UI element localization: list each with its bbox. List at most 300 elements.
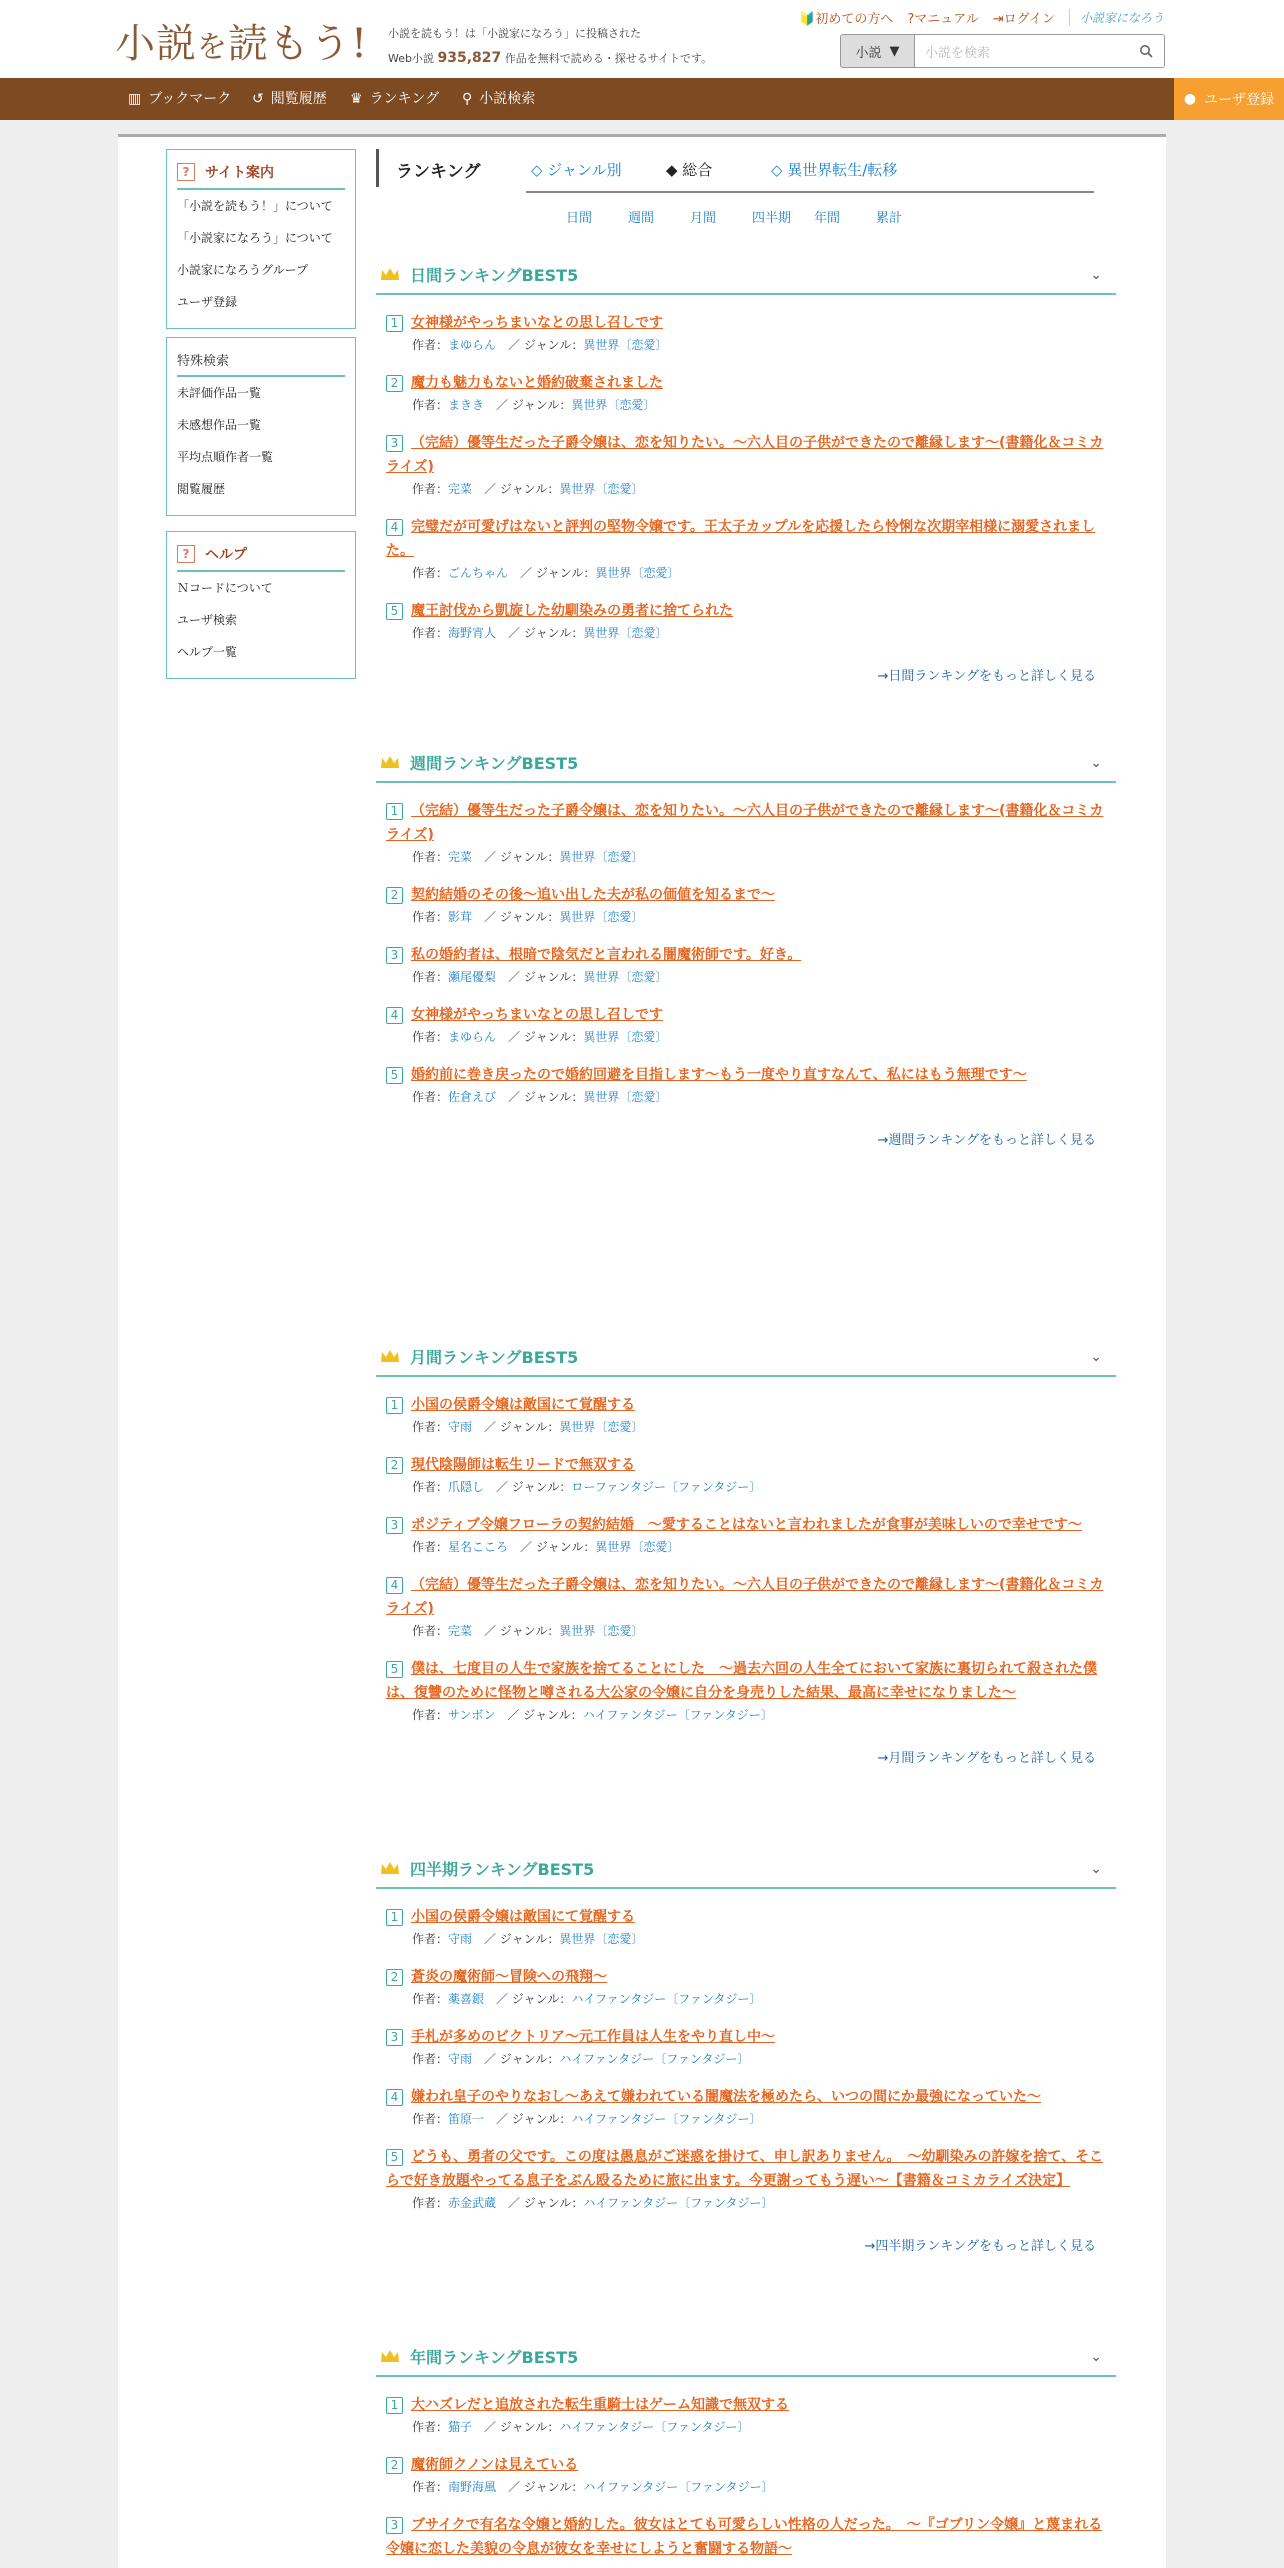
novel-title-link[interactable] [386, 2393, 1104, 2417]
period-weekly[interactable]: 週間 [628, 211, 655, 226]
novel-meta [412, 1027, 1116, 1047]
sidebar-site-guide-title [177, 156, 345, 190]
nav-history-label: 閲覧履歴 [270, 91, 327, 107]
novel-title-link[interactable] [386, 431, 1104, 479]
site-guide-title-text: サイト案内 [205, 165, 275, 181]
rank-badge: 4 [386, 1577, 403, 1594]
ranking-entry [386, 515, 1116, 583]
sidebar-item-ncode[interactable]: Ｎコードについて [177, 581, 273, 595]
ranking-section-header[interactable] [376, 1337, 1116, 1377]
ranking-entry [386, 2513, 1116, 2561]
novel-title-link[interactable] [386, 1063, 1104, 1087]
logo-text-main: 小説 [115, 21, 197, 67]
author-label: 作者： [412, 1540, 449, 1554]
rank-badge: 2 [386, 1969, 403, 1986]
rank-badge: 1 [386, 315, 403, 332]
novel-title-link[interactable] [386, 311, 1104, 335]
genre-label: ／ ジャンル： [496, 1992, 572, 2006]
sidebar-special-search-title: 特殊検索 [177, 344, 345, 377]
author-link[interactable]: 猫子 [448, 2420, 473, 2434]
ranking-heading: ランキング [396, 162, 481, 182]
author-link[interactable]: 星名こころ [448, 1540, 509, 1554]
period-yearly[interactable]: 年間 [814, 211, 841, 226]
sidebar-item-user-search[interactable]: ユーザ検索 [177, 613, 238, 627]
user-register-label: ユーザ登録 [1204, 92, 1275, 108]
genre-label: ／ ジャンル： [496, 1480, 572, 1494]
ranking-entry [386, 1657, 1116, 1725]
rank-badge: 2 [386, 375, 403, 392]
genre-link[interactable]: ハイファンタジー〔ファンタジー〕 [571, 2112, 762, 2126]
author-label: 作者： [412, 398, 449, 412]
help-circle-icon: ? [907, 12, 915, 27]
crown-icon: ♛ [350, 91, 363, 107]
novel-title-link[interactable] [386, 1573, 1104, 1621]
author-link[interactable]: まゆらん [448, 1030, 497, 1044]
author-label: 作者： [412, 1090, 449, 1104]
novel-meta [412, 2477, 1116, 2497]
ranking-section [376, 2337, 1116, 2561]
novel-title-text: 婚約前に巻き戻ったので婚約回避を目指します～もう一度やり直すなんて、私にはもう無理です～ [411, 1067, 1027, 1083]
author-link[interactable]: 完菜 [448, 1624, 473, 1638]
author-link[interactable]: 完菜 [448, 482, 473, 496]
genre-link[interactable]: 異世界〔恋愛〕 [571, 398, 656, 412]
ranking-entry [386, 1063, 1116, 1107]
ranking-section-header[interactable] [376, 2337, 1116, 2377]
ranking-entry [386, 371, 1116, 415]
author-link[interactable]: 守雨 [448, 1932, 473, 1946]
tab-accent-bar [376, 149, 379, 187]
ranking-entry [386, 1905, 1116, 1949]
author-label: 作者： [412, 1708, 449, 1722]
novel-meta [412, 2193, 1116, 2213]
site-logo[interactable] [115, 12, 368, 69]
tab-genre[interactable]: ◇ ジャンル別 [531, 161, 622, 179]
novel-title-link[interactable] [386, 1905, 1104, 1929]
sidebar-site-guide [166, 149, 356, 329]
ranking-section-header[interactable] [376, 743, 1116, 783]
novel-meta [412, 1477, 1116, 1497]
ranking-entry [386, 311, 1116, 355]
question-icon: ? [177, 163, 195, 181]
genre-label: ／ ジャンル： [508, 1090, 584, 1104]
ranking-entry [386, 599, 1116, 643]
novel-title-text: 魔王討伐から凱旋した幼馴染みの勇者に捨てられた [411, 603, 733, 619]
rank-badge: 3 [386, 1517, 403, 1534]
ranking-section [376, 255, 1116, 684]
novel-title-link[interactable] [386, 1453, 1104, 1477]
ranking-section-title: 四半期ランキングBEST5 [410, 1859, 595, 1879]
genre-label: ／ ジャンル： [508, 970, 584, 984]
genre-link[interactable]: 異世界〔恋愛〕 [559, 850, 644, 864]
rank-badge: 1 [386, 803, 403, 820]
rank-badge: 4 [386, 519, 403, 536]
genre-link[interactable]: 異世界〔恋愛〕 [583, 626, 668, 640]
rank-badge: 4 [386, 1007, 403, 1024]
author-label: 作者： [412, 910, 449, 924]
period-quarterly[interactable]: 四半期 [752, 211, 792, 226]
author-label: 作者： [412, 1480, 449, 1494]
more-ranking-link[interactable]: →四半期ランキングをもっと詳しく見る [864, 2239, 1096, 2254]
novel-title-text: 私の婚約者は、根暗で陰気だと言われる闇魔術師です。好き。 [411, 947, 802, 963]
novel-title-link[interactable] [386, 2513, 1104, 2561]
novel-title-link[interactable] [386, 2145, 1104, 2193]
novel-title-text: 小国の侯爵令嬢は敵国にて覚醒する [411, 1909, 635, 1925]
novel-title-text: 現代陰陽師は転生リードで無双する [411, 1457, 635, 1473]
genre-label: ／ ジャンル： [507, 1708, 583, 1722]
author-link[interactable]: 笛原一 [448, 2112, 485, 2126]
author-link[interactable]: 海野宵人 [448, 626, 497, 640]
chevron-down-icon[interactable]: ⌄ [1090, 267, 1102, 283]
ranking-section [376, 743, 1116, 1148]
login-link-label: ログイン [1003, 12, 1055, 27]
tagline-line-2 [388, 46, 712, 71]
sidebar-item-about-yomou[interactable]: 「小説を読もう！」について [177, 199, 333, 213]
rank-badge: 5 [386, 1067, 403, 1084]
genre-link[interactable]: ハイファンタジー〔ファンタジー〕 [559, 2420, 750, 2434]
novel-meta [412, 1537, 1116, 1557]
novel-meta [412, 1989, 1116, 2009]
novel-meta [412, 1929, 1116, 1949]
novel-meta [412, 847, 1116, 867]
novel-title-text: 魔術師クノンは見えている [411, 2457, 579, 2473]
novel-title-text: 手札が多めのビクトリア～元工作員は人生をやり直し中～ [411, 2029, 775, 2045]
tab-underline [526, 191, 1094, 193]
genre-label: ／ ジャンル： [484, 1932, 560, 1946]
rank-badge: 5 [386, 603, 403, 620]
novel-title-link[interactable] [386, 1657, 1104, 1705]
author-label: 作者： [412, 850, 449, 864]
novel-meta [412, 2109, 1116, 2129]
period-daily[interactable]: 日間 [566, 211, 593, 226]
genre-label: ／ ジャンル： [508, 1030, 584, 1044]
ranking-entry [386, 1003, 1116, 1047]
genre-link[interactable]: ハイファンタジー〔ファンタジー〕 [583, 2480, 774, 2494]
novel-title-link[interactable] [386, 1513, 1104, 1537]
novel-title-text: ブサイクで有名な令嬢と婚約した。彼女はとても可愛らしい性格の人だった。 ～『ゴブリン令嬢』と蔑まれる令嬢に恋した美貌の令息が彼女を幸せにしようと奮闘する物語～ [386, 2517, 1103, 2557]
novel-meta [412, 2417, 1116, 2437]
novel-title-text: 僕は、七度目の人生で家族を捨てることにした ～過去六回の人生全てにおいて家族に裏切られて殺された僕は、復讐のために怪物と噂される大公家の令嬢に自分を身売りした結果、最高に幸せになりました～ [386, 1661, 1097, 1701]
nav-ranking-label: ランキング [369, 91, 440, 107]
sidebar-item-history[interactable]: 閲覧履歴 [177, 482, 226, 496]
more-ranking-link[interactable]: →週間ランキングをもっと詳しく見る [877, 1133, 1096, 1148]
sidebar-help-title [177, 538, 345, 572]
novel-meta [412, 1705, 1116, 1725]
nav-history[interactable] [252, 78, 327, 120]
author-label: 作者： [412, 2420, 449, 2434]
ranking-section-title: 年間ランキングBEST5 [410, 2347, 579, 2367]
chevron-down-icon[interactable]: ⌄ [1090, 755, 1102, 771]
genre-link[interactable]: 異世界〔恋愛〕 [595, 1540, 680, 1554]
tab-isekai[interactable]: ◇ 異世界転生/転移 [771, 161, 898, 179]
nav-bookmark-label: ブックマーク [148, 91, 232, 107]
novel-title-text: （完結）優等生だった子爵令嬢は、恋を知りたい。～六人目の子供ができたので離縁します～(書籍化＆コミカライズ) [386, 803, 1104, 843]
logo-text-rest: 読もう! [228, 21, 369, 67]
sidebar-item-no-review[interactable]: 未感想作品一覧 [177, 418, 262, 432]
genre-label: ／ ジャンル： [484, 482, 560, 496]
rank-badge: 3 [386, 435, 403, 452]
novel-meta [412, 907, 1116, 927]
novel-title-link[interactable] [386, 799, 1104, 847]
sidebar-item-avg-authors[interactable]: 平均点順作者一覧 [177, 450, 274, 464]
rank-badge: 2 [386, 1457, 403, 1474]
genre-label: ／ ジャンル： [484, 910, 560, 924]
genre-link[interactable]: 異世界〔恋愛〕 [595, 566, 680, 580]
genre-label: ／ ジャンル： [484, 2420, 560, 2434]
beginner-link[interactable]: 🔰初めての方へ [799, 12, 894, 27]
tab-total[interactable]: ◆ 総合 [666, 161, 713, 179]
novel-title-link[interactable] [386, 1965, 1104, 1989]
top-links [799, 8, 1164, 27]
sidebar-item-about-narou[interactable]: 「小説家になろう」について [177, 231, 333, 245]
author-link[interactable]: 瀬尾優梨 [448, 970, 497, 984]
novel-title-link[interactable] [386, 2025, 1104, 2049]
ranking-entry [386, 2085, 1116, 2129]
author-label: 作者： [412, 1420, 449, 1434]
chevron-down-icon: ▼ [889, 43, 900, 59]
site-header [0, 0, 1284, 78]
chevron-down-icon[interactable]: ⌄ [1090, 2349, 1102, 2365]
sidebar-item-user-register[interactable]: ユーザ登録 [177, 295, 238, 309]
author-label: 作者： [412, 482, 449, 496]
tagline-suffix: 作品を無料で読める・探せるサイトです。 [504, 52, 713, 65]
genre-link[interactable]: 異世界〔恋愛〕 [583, 970, 668, 984]
crown-icon [380, 267, 400, 281]
sidebar-item-unrated[interactable]: 未評価作品一覧 [177, 386, 262, 400]
tagline-prefix: Web小説 [388, 52, 434, 65]
novel-title-text: 小国の侯爵令嬢は敵国にて覚醒する [411, 1397, 635, 1413]
author-link[interactable]: ごんちゃん [448, 566, 509, 580]
novel-meta [412, 1087, 1116, 1107]
rank-badge: 1 [386, 2397, 403, 2414]
genre-label: ／ ジャンル： [484, 1624, 560, 1638]
crown-icon [380, 1861, 400, 1875]
novel-meta [412, 1621, 1116, 1641]
login-link[interactable] [993, 8, 1055, 27]
question-icon: ? [177, 545, 195, 563]
rank-badge: 3 [386, 2029, 403, 2046]
ranking-section-header[interactable] [376, 255, 1116, 295]
genre-link[interactable]: ローファンタジー〔ファンタジー〕 [571, 1480, 762, 1494]
genre-link[interactable]: 異世界〔恋愛〕 [583, 338, 668, 352]
genre-link[interactable]: 異世界〔恋愛〕 [583, 1090, 668, 1104]
author-link[interactable]: サンボン [448, 1708, 496, 1722]
author-link[interactable]: 佐倉えび [448, 1090, 497, 1104]
tagline-line-1: 小説を読もう！は「小説家になろう」に投稿された [388, 27, 641, 40]
site-tagline [388, 22, 712, 71]
author-label: 作者： [412, 1030, 449, 1044]
author-link[interactable]: まゆらん [448, 338, 497, 352]
novel-title-text: 魔力も魅力もないと婚約破棄されました [411, 375, 663, 391]
search-icon [1139, 44, 1153, 58]
genre-link[interactable]: ハイファンタジー〔ファンタジー〕 [582, 1708, 773, 1722]
chevron-down-icon[interactable]: ⌄ [1090, 1349, 1102, 1365]
genre-link[interactable]: ハイファンタジー〔ファンタジー〕 [559, 2052, 750, 2066]
work-count: 935,827 [437, 50, 502, 66]
search-icon: ⚲ [462, 91, 473, 107]
genre-label: ／ ジャンル： [496, 398, 572, 412]
crown-icon [380, 1349, 400, 1363]
sidebar-item-narou-group[interactable]: 小説家になろうグループ [177, 263, 309, 277]
crown-icon [380, 755, 400, 769]
novel-meta [412, 563, 1116, 583]
author-label: 作者： [412, 338, 449, 352]
author-link[interactable]: 爪隠し [448, 1480, 485, 1494]
period-monthly[interactable]: 月間 [690, 211, 717, 226]
novel-meta [412, 2049, 1116, 2069]
ranking-entry [386, 2025, 1116, 2069]
novel-title-text: 蒼炎の魔術師～冒険への飛翔～ [411, 1969, 607, 1985]
novel-title-text: ポジティブ令嬢フローラの契約結婚 ～愛することはないと言われましたが食事が美味しいので幸せです～ [411, 1517, 1082, 1533]
help-title-text: ヘルプ [205, 547, 247, 563]
author-label: 作者： [412, 1992, 449, 2006]
genre-link[interactable]: ハイファンタジー〔ファンタジー〕 [583, 2196, 774, 2210]
nav-search-label: 小説検索 [479, 91, 536, 107]
genre-link[interactable]: 異世界〔恋愛〕 [559, 910, 644, 924]
main-nav [0, 78, 1284, 120]
ranking-section-header[interactable] [376, 1849, 1116, 1889]
novel-title-link[interactable] [386, 1393, 1104, 1417]
novel-title-link[interactable] [386, 883, 1104, 907]
genre-label: ／ ジャンル： [508, 338, 584, 352]
rank-badge: 5 [386, 2149, 403, 2166]
rank-badge: 2 [386, 2457, 403, 2474]
author-label: 作者： [412, 1624, 449, 1638]
ranking-section-title: 月間ランキングBEST5 [410, 1347, 579, 1367]
novel-title-link[interactable] [386, 2453, 1104, 2477]
author-link[interactable]: 赤金武蔵 [448, 2196, 497, 2210]
novel-title-text: （完結）優等生だった子爵令嬢は、恋を知りたい。～六人目の子供ができたので離縁します～(書籍化＆コミカライズ) [386, 435, 1104, 475]
search-input[interactable]: 小説を検索 [915, 35, 1128, 67]
manual-link-label: マニュアル [914, 12, 979, 27]
novel-title-text: 完璧だが可愛げはないと評判の堅物令嬢です。王太子カップルを応援したら怜悧な次期宰相様に溺愛されました。 [386, 519, 1096, 559]
history-icon: ↺ [252, 91, 264, 107]
ranking-entry [386, 883, 1116, 927]
author-link[interactable]: 守雨 [448, 2052, 473, 2066]
genre-link[interactable]: 異世界〔恋愛〕 [559, 482, 644, 496]
ranking-entry [386, 1393, 1116, 1437]
nav-ranking[interactable] [350, 78, 439, 120]
chevron-down-icon[interactable]: ⌄ [1090, 1861, 1102, 1877]
more-ranking-link[interactable]: →日間ランキングをもっと詳しく見る [877, 669, 1096, 684]
ranking-section-title: 日間ランキングBEST5 [410, 265, 579, 285]
novel-title-text: 嫌われ皇子のやりなおし～あえて嫌われている闇魔法を極めたら、いつの間にか最強になっていた～ [411, 2089, 1041, 2105]
genre-label: ／ ジャンル： [496, 2112, 572, 2126]
search-type-select[interactable] [841, 35, 915, 67]
genre-link[interactable]: 異世界〔恋愛〕 [559, 1932, 644, 1946]
rank-badge: 1 [386, 1909, 403, 1926]
genre-link[interactable]: 異世界〔恋愛〕 [559, 1624, 644, 1638]
ranking-entry [386, 799, 1116, 867]
ranking-tabs [376, 149, 1096, 199]
main-container [118, 134, 1166, 2568]
genre-label: ／ ジャンル： [508, 2480, 584, 2494]
login-icon: ⇥ [992, 12, 1004, 27]
nav-bookmark[interactable] [128, 78, 231, 120]
author-link[interactable]: 守雨 [448, 1420, 473, 1434]
author-label: 作者： [412, 626, 449, 640]
ranking-section-title: 週間ランキングBEST5 [410, 753, 579, 773]
author-link[interactable]: 完菜 [448, 850, 473, 864]
manual-link[interactable] [907, 8, 978, 27]
ranking-entry [386, 2453, 1116, 2497]
novel-title-link[interactable] [386, 943, 1104, 967]
nav-search[interactable] [462, 78, 535, 120]
rank-badge: 5 [386, 1661, 403, 1678]
search-bar [840, 34, 1165, 68]
user-icon: ● [1183, 91, 1197, 107]
sidebar-item-help-list[interactable]: ヘルプ一覧 [177, 645, 238, 659]
novel-title-text: 契約結婚のその後～追い出した夫が私の価値を知るまで～ [411, 887, 775, 903]
genre-label: ／ ジャンル： [508, 626, 584, 640]
genre-label: ／ ジャンル： [484, 2052, 560, 2066]
ranking-entry [386, 1965, 1116, 2009]
author-label: 作者： [412, 970, 449, 984]
author-label: 作者： [412, 2112, 449, 2126]
ranking-entry [386, 1573, 1116, 1641]
author-link[interactable]: 薬喜銀 [448, 1992, 485, 2006]
novel-meta [412, 1417, 1116, 1437]
novel-title-link[interactable] [386, 515, 1104, 563]
rank-badge: 2 [386, 887, 403, 904]
novel-meta [412, 479, 1116, 499]
ranking-entry [386, 1513, 1116, 1557]
novel-title-link[interactable] [386, 1003, 1104, 1027]
search-button[interactable] [1128, 35, 1164, 67]
novel-title-link[interactable] [386, 599, 1104, 623]
author-link[interactable]: まきき [448, 398, 485, 412]
author-label: 作者： [412, 2052, 449, 2066]
novel-title-text: どうも、勇者の父です。この度は愚息がご迷惑を掛けて、申し訳ありません。 ～幼馴染みの許嫁を捨て、そこらで好き放題やってる息子をぶん殴るために旅に出ます。今更謝ってもう遅い～【書籍＆コミカライズ決定】 [386, 2149, 1104, 2189]
sidebar-help [166, 531, 356, 679]
author-label: 作者： [412, 1932, 449, 1946]
logo-text-wo: を [197, 30, 228, 65]
narou-logo-link[interactable]: 小説家になろう [1069, 9, 1164, 26]
novel-meta [412, 335, 1116, 355]
ranking-entry [386, 2145, 1116, 2213]
user-register-button[interactable] [1174, 78, 1284, 120]
rank-badge: 4 [386, 2089, 403, 2106]
ranking-section [376, 1849, 1116, 2254]
period-cumulative[interactable]: 累計 [876, 211, 903, 226]
genre-link[interactable]: 異世界〔恋愛〕 [559, 1420, 644, 1434]
genre-label: ／ ジャンル： [484, 1420, 560, 1434]
genre-label: ／ ジャンル： [484, 850, 560, 864]
more-ranking-link[interactable]: →月間ランキングをもっと詳しく見る [877, 1751, 1096, 1766]
genre-link[interactable]: 異世界〔恋愛〕 [583, 1030, 668, 1044]
novel-meta [412, 967, 1116, 987]
genre-label: ／ ジャンル： [520, 566, 596, 580]
genre-link[interactable]: ハイファンタジー〔ファンタジー〕 [571, 1992, 762, 2006]
bookmark-icon: ▥ [128, 91, 142, 107]
genre-label: ／ ジャンル： [520, 1540, 596, 1554]
rank-badge: 1 [386, 1397, 403, 1414]
author-link[interactable]: 南野海風 [448, 2480, 497, 2494]
ranking-entry [386, 431, 1116, 499]
beginner-link-label: 初めての方へ [815, 12, 894, 27]
novel-title-text: 大ハズレだと追放された転生重騎士はゲーム知識で無双する [411, 2397, 789, 2413]
novel-title-link[interactable] [386, 371, 1104, 395]
crown-icon [380, 2349, 400, 2363]
novel-title-text: 女神様がやっちまいなとの思し召しです [411, 1007, 663, 1023]
novel-meta [412, 623, 1116, 643]
ranking-entry [386, 2393, 1116, 2437]
novel-title-text: 女神様がやっちまいなとの思し召しです [411, 315, 663, 331]
rank-badge: 3 [386, 947, 403, 964]
author-label: 作者： [412, 2196, 449, 2210]
author-link[interactable]: 影茸 [448, 910, 473, 924]
period-links [566, 207, 938, 226]
novel-title-link[interactable] [386, 2085, 1104, 2109]
